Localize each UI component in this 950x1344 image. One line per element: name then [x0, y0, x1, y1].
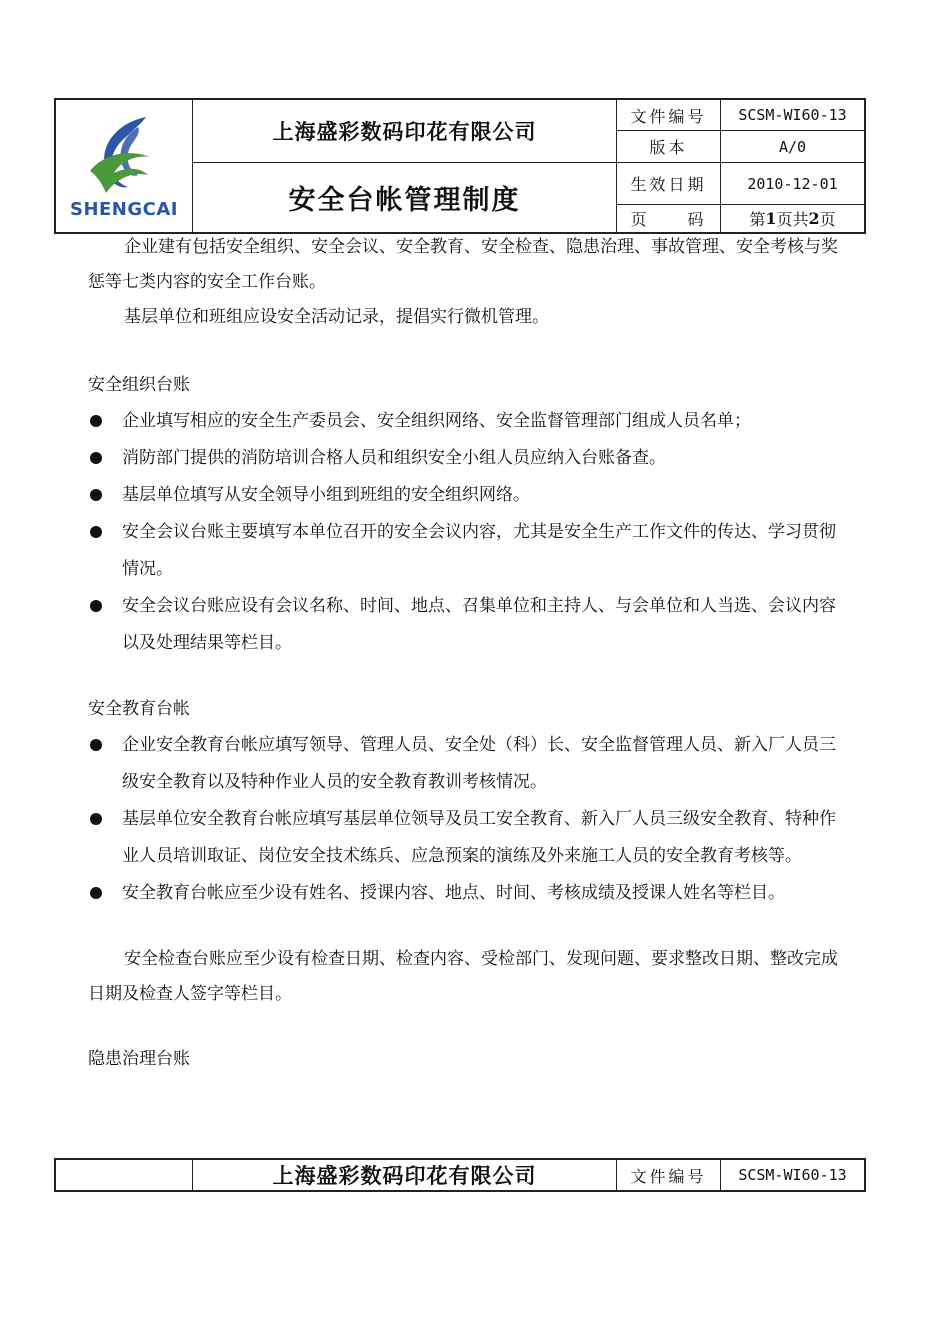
- effective-date-label: 生效日期: [630, 175, 707, 194]
- list-item: 安全会议台账应设有会议名称、时间、地点、召集单位和主持人、与会单位和人当选、会议内容以及处理结果等栏目。: [88, 588, 848, 662]
- bullet-icon: [90, 739, 102, 751]
- page-label: 页 码: [630, 210, 707, 229]
- bullet-icon: [90, 415, 102, 427]
- page-total: 2: [808, 209, 820, 228]
- intro-paragraph-2: 基层单位和班组应设安全活动记录，提倡实行微机管理。: [124, 307, 549, 327]
- page-current: 1: [765, 209, 777, 228]
- intro-paragraph-1: 企业建有包括安全组织、安全会议、安全教育、安全检查、隐患治理、事故管理、安全考核与奖惩等七类内容的安全工作台账。: [88, 237, 838, 292]
- bullet-icon: [90, 813, 102, 825]
- shengcai-swirl-logo-icon: [76, 113, 172, 197]
- bullet-icon: [90, 600, 102, 612]
- doc-no-value: SCSM-WI60-13: [738, 1166, 847, 1184]
- inspection-paragraph: 安全检查台账应至少设有检查日期、检查内容、受检部门、发现问题、要求整改日期、整改完成日期及检查人签字等栏目。: [88, 949, 838, 1004]
- doc-no-value: SCSM-WI60-13: [738, 106, 847, 124]
- list-item: 消防部门提供的消防培训合格人员和组织安全小组人员应纳入台账备查。: [88, 440, 848, 477]
- list-item: 安全教育台帐应至少设有姓名、授课内容、地点、时间、考核成绩及授课人姓名等栏目。: [88, 875, 848, 912]
- bullet-icon: [90, 489, 102, 501]
- bullet-icon: [90, 452, 102, 464]
- list-item: 基层单位安全教育台帐应填写基层单位领导及员工安全教育、新入厂人员三级安全教育、特种作业人员培训取证、岗位安全技术练兵、应急预案的演练及外来施工人员的安全教育考核等。: [88, 801, 848, 875]
- doc-no-label: 文件编号: [630, 1166, 707, 1186]
- list-item: 安全会议台账主要填写本单位召开的安全会议内容，尤其是安全生产工作文件的传达、学习贯彻情况。: [88, 514, 848, 588]
- bullet-icon: [90, 887, 102, 899]
- list-item: 基层单位填写从安全领导小组到班组的安全组织网络。: [88, 477, 848, 514]
- company-logo: [56, 100, 192, 232]
- doc-no-label: 文件编号: [630, 106, 707, 126]
- bullet-icon: [90, 526, 102, 538]
- logo-text: SHENGCAI: [69, 198, 178, 220]
- section-heading-org: 安全组织台账: [88, 375, 190, 395]
- list-item: 企业填写相应的安全生产委员会、安全组织网络、安全监督管理部门组成人员名单；: [88, 403, 848, 440]
- company-name: 上海盛彩数码印花有限公司: [272, 119, 537, 144]
- version-value: A/0: [778, 137, 807, 156]
- section-heading-hazard: 隐患治理台账: [88, 1049, 190, 1069]
- page-number: 第 1 页共 2 页: [749, 209, 836, 229]
- effective-date-value: 2010-12-01: [747, 174, 838, 193]
- list-item: 企业安全教育台帐应填写领导、管理人员、安全处（科）长、安全监督管理人员、新入厂人员三级安全教育以及特种作业人员的安全教育教训考核情况。: [88, 727, 848, 801]
- document-title: 安全台帐管理制度: [288, 185, 521, 216]
- document-header-table: [54, 98, 866, 234]
- version-label: 版本: [649, 138, 688, 157]
- company-name: 上海盛彩数码印花有限公司: [272, 1163, 537, 1188]
- document-body: [88, 230, 848, 1077]
- section-heading-education: 安全教育台帐: [88, 699, 190, 719]
- next-page-header-table: [54, 1158, 866, 1192]
